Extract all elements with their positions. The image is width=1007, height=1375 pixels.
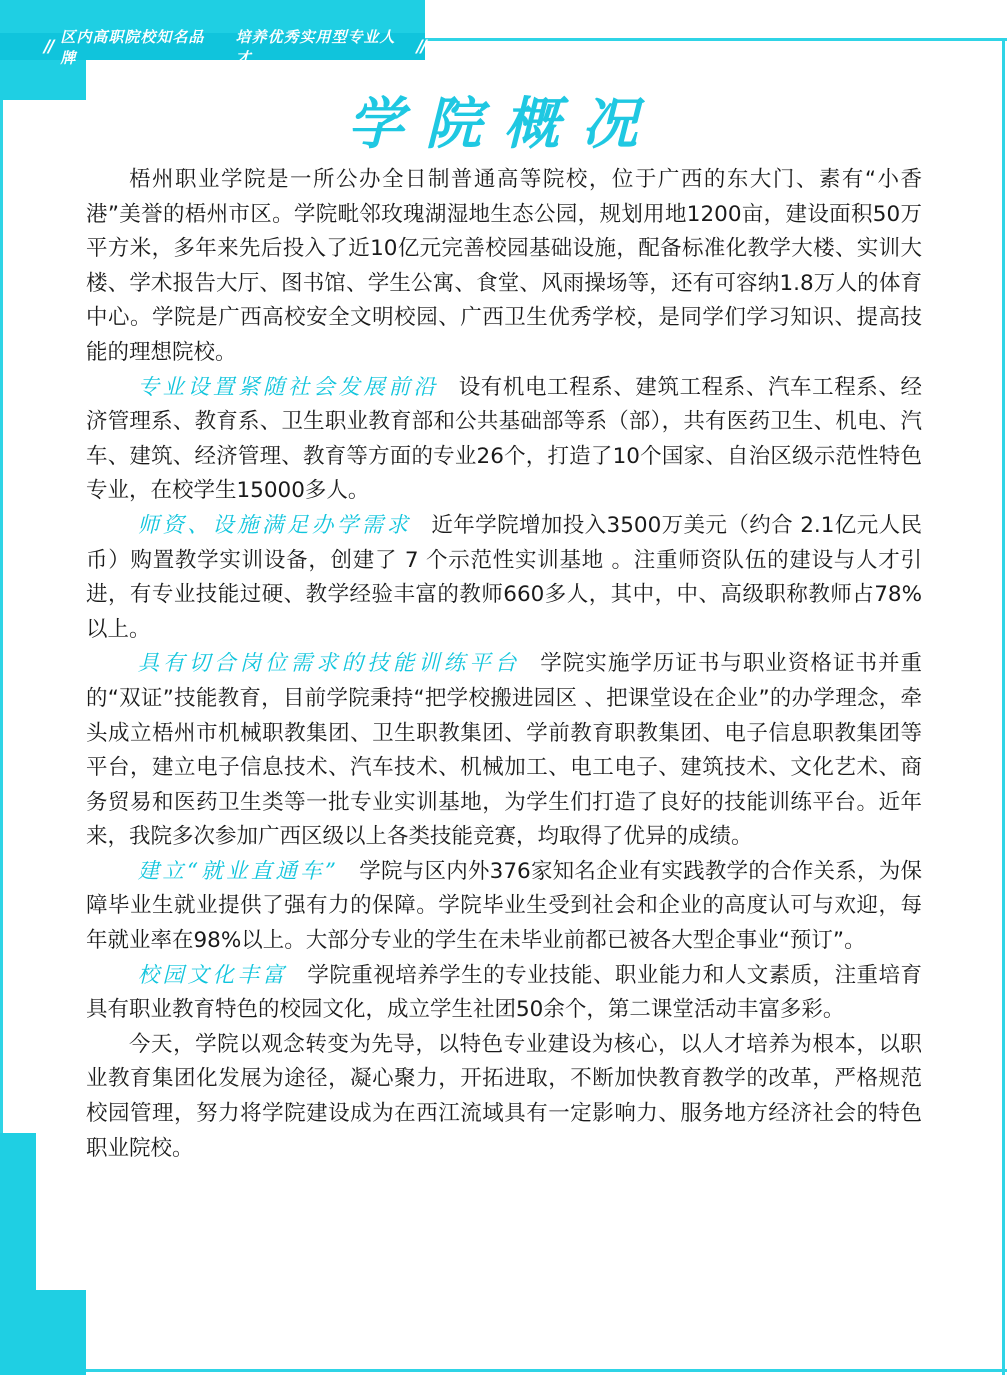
paragraph-text: 梧州职业学院是一所公办全日制普通高等院校，位于广西的东大门、素有“小香港”美誉的梧州市区。学院毗邻玫瑰湖湿地生态公园，规划用地1200亩，建设面积50万平方米，多年来先后投入了近10亿元完善校园基础设施，配备标准化教学大楼、实训大楼、学术报告大厅、图书馆、学生公寓、食堂、风雨操场等，还有可容纳1.8万人的体育中心。学院是广西高校安全文明校园、广西卫生优秀学校，是同学们学习知识、提高技能的理想院校。	[86, 167, 922, 365]
page-title: 学院概况	[347, 91, 660, 157]
intro-paragraph	[86, 163, 922, 371]
section-heading: 具有切合岗位需求的技能训练平台	[137, 651, 521, 677]
banner-slogan-left: 区内高职院校知名品牌	[60, 27, 205, 67]
section-heading: 校园文化丰富	[137, 962, 288, 988]
header-banner	[0, 27, 425, 67]
slash-bars-icon: //	[416, 36, 425, 57]
section-paragraph	[86, 371, 922, 509]
paragraph-text: 设有机电工程系、建筑工程系、汽车工程系、经济管理系、教育系、卫生职业教育部和公共基础部等系（部），共有医药卫生、机电、汽车、建筑、经济管理、教育等方面的专业26个，打造了10个国家、自治区级示范性特色专业，在校学生15000多人。	[86, 374, 922, 504]
section-paragraph	[86, 855, 922, 959]
section-heading: 师资、设施满足办学需求	[137, 512, 412, 538]
section-heading: 建立“就业直通车”	[137, 858, 339, 884]
bottom-color-block	[36, 1290, 86, 1375]
left-color-block-lower	[0, 1133, 36, 1375]
paragraph-text: 学院实施学历证书与职业资格证书并重的“双证”技能教育，目前学院秉持“把学校搬进园区 、把课堂设在企业”的办学理念，牵头成立梧州市机械职教集团、卫生职教集团、学前教育职教集团、电子信息职教集团等平台，建立电子信息技术、汽车技术、机械加工、电工电子、建筑技术、文化艺术、商务贸易和医药卫生类等一批专业实训基地，为学生们打造了良好的技能训练平台。近年来，我院多次参加广西区级以上各类技能竞赛，均取得了优异的成绩。	[86, 651, 922, 850]
frame-bottom-line	[0, 1369, 1007, 1372]
section-paragraph	[86, 959, 922, 1028]
paragraph-text: 学院与区内外376家知名企业有实践教学的合作关系，为保障毕业生就业提供了强有力的保障。学院毕业生受到社会和企业的高度认可与欢迎，每年就业率在98%以上。大部分专业的学生在未毕业前都已被各大型企事业“预订”。	[86, 858, 923, 954]
section-paragraph	[86, 509, 922, 647]
paragraph-text: 今天，学院以观念转变为先导，以特色专业建设为核心，以人才培养为根本，以职业教育集团化发展为途径，凝心聚力，开拓进取，不断加快教育教学的改革，严格规范校园管理，努力将学院建设成为在西江流域具有一定影响力、服务地方经济社会的特色职业院校。	[86, 1031, 922, 1161]
slash-bars-icon: //	[44, 36, 53, 57]
section-paragraph	[86, 647, 922, 855]
closing-paragraph	[86, 1028, 922, 1166]
paragraph-text: 近年学院增加投入3500万美元（约合 2.1亿元人民币）购置教学实训设备，创建了 7 个示范性实训基地 。注重师资队伍的建设与人才引进，有专业技能过硬、教学经验丰富的教师660多人，其中，中、高级职称教师占78%以上。	[86, 512, 922, 642]
section-heading: 专业设置紧随社会发展前沿	[137, 374, 439, 400]
frame-right-line	[1002, 38, 1005, 1375]
article-body	[86, 163, 922, 1166]
banner-slogan-right: 培养优秀实用型专业人才	[235, 27, 396, 67]
paragraph-text: 学院重视培养学生的专业技能、职业能力和人文素质，注重培育具有职业教育特色的校园文化，成立学生社团50余个，第二课堂活动丰富多彩。	[86, 962, 922, 1023]
